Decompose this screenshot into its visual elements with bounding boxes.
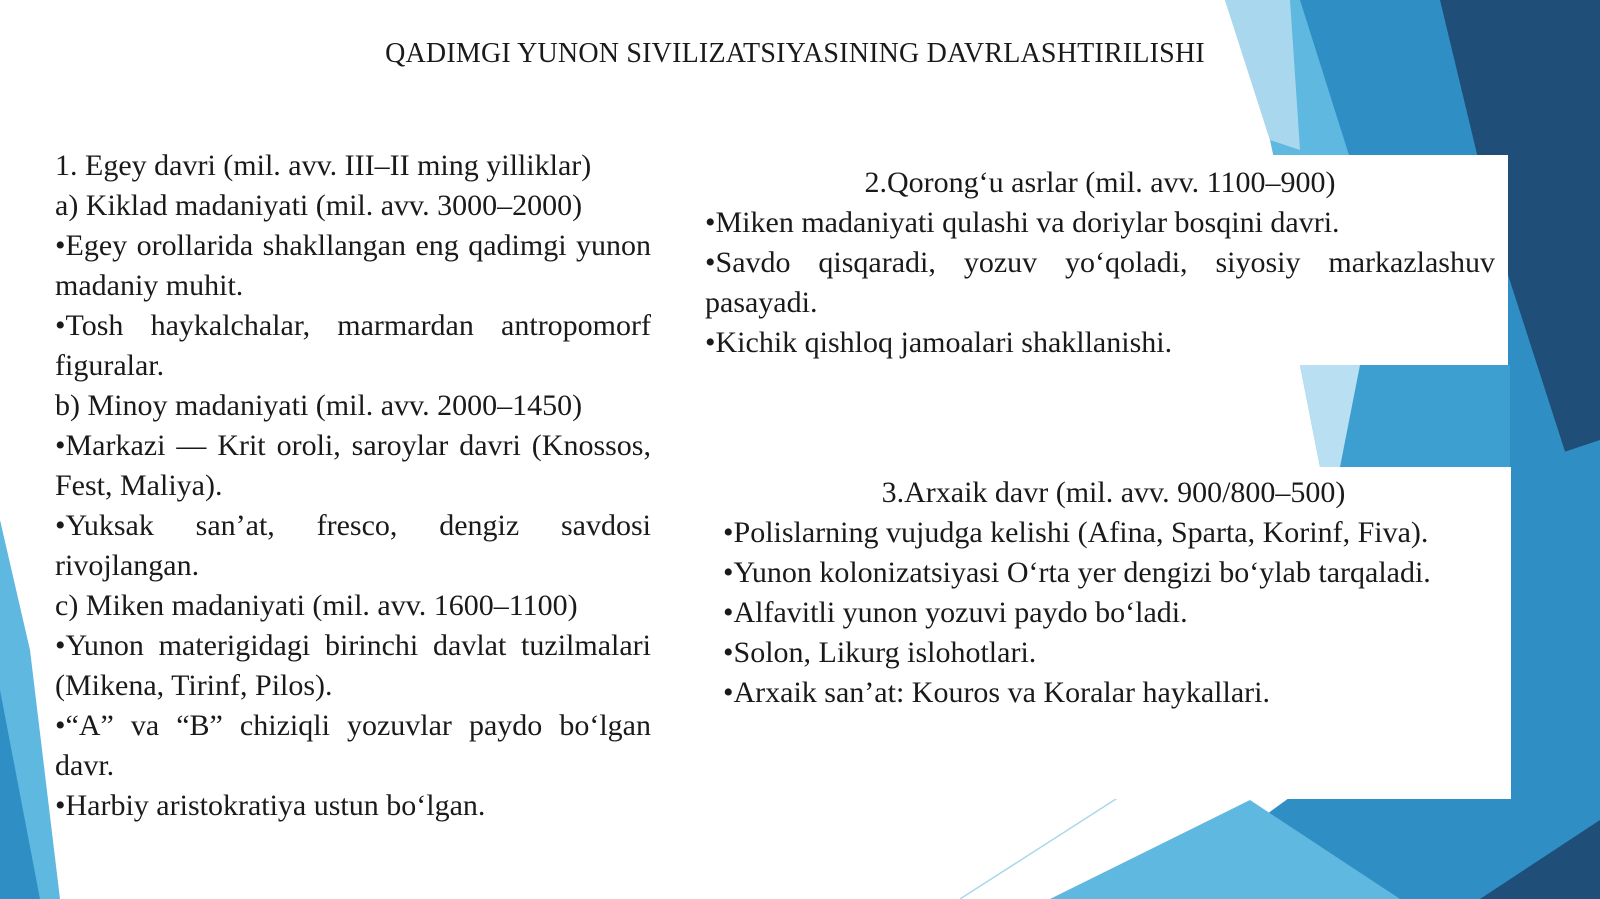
archaic-period-box <box>706 467 1511 799</box>
box-line: •Solon, Likurg islohotlari. <box>723 636 1037 669</box>
left-line: •Tosh haykalchalar, marmardan antropomorf figuralar. <box>55 309 651 382</box>
left-line: •Markazi — Krit oroli, saroylar davri (Knossos, Fest, Maliya). <box>55 429 651 502</box>
left-line: •Yunon materigidagi birinchi davlat tuzilmalari (Mikena, Tirinf, Pilos). <box>55 629 651 702</box>
box-heading: 2.Qorong‘u asrlar (mil. avv. 1100–900) <box>864 166 1336 199</box>
box-line: •Kichik qishloq jamoalari shakllanishi. <box>705 326 1173 359</box>
left-line: a) Kiklad madaniyati (mil. avv. 3000–2000) <box>55 189 583 222</box>
box-line: •Savdo qisqaradi, yozuv yo‘qoladi, siyosiy markazlashuv pasayadi. <box>705 246 1495 319</box>
box-line: •Alfavitli yunon yozuvi paydo bo‘ladi. <box>723 596 1188 629</box>
left-line: •“A” va “B” chiziqli yozuvlar paydo bo‘lgan davr. <box>55 709 651 782</box>
left-column <box>55 146 651 826</box>
left-line: c) Miken madaniyati (mil. avv. 1600–1100) <box>55 589 578 622</box>
dark-ages-box <box>690 155 1508 365</box>
left-line: b) Minoy madaniyati (mil. avv. 2000–1450) <box>55 389 583 422</box>
box-line: •Miken madaniyati qulashi va doriylar bosqini davri. <box>705 206 1340 239</box>
left-line: •Harbiy aristokratiya ustun bo‘lgan. <box>55 789 486 822</box>
page-title: QADIMGI YUNON SIVILIZATSIYASINING DAVRLASHTIRILISHI <box>385 38 1205 69</box>
box-line: •Yunon kolonizatsiyasi O‘rta yer dengizi bo‘ylab tarqaladi. <box>723 556 1431 589</box>
left-line: •Egey orollarida shakllangan eng qadimgi yunon madaniy muhit. <box>55 229 651 302</box>
box-line: •Polislarning vujudga kelishi (Afina, Sparta, Korinf, Fiva). <box>723 516 1429 549</box>
shard-top-pale <box>1225 0 1300 150</box>
left-line: 1. Egey davri (mil. avv. III–II ming yilliklar) <box>55 149 592 182</box>
box-heading: 3.Arxaik davr (mil. avv. 900/800–500) <box>881 476 1346 509</box>
box-line: •Arxaik san’at: Kouros va Koralar haykallari. <box>723 676 1270 709</box>
left-line: •Yuksak san’at, fresco, dengiz savdosi rivojlangan. <box>55 509 651 582</box>
